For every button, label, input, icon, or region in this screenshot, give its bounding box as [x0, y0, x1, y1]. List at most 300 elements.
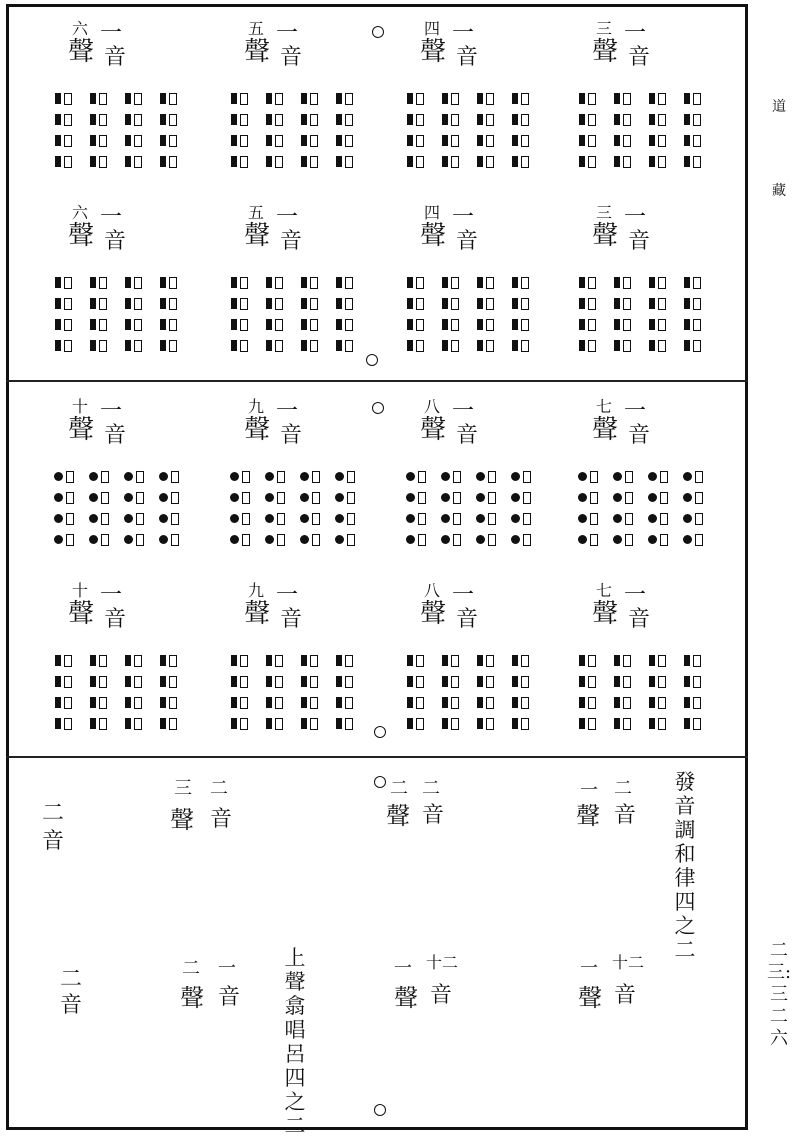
glyph-box: [486, 319, 494, 331]
glyph-box: [486, 676, 494, 688]
block-title-yi: 一: [100, 399, 123, 424]
glyph-box: [416, 114, 424, 126]
glyph-mark: [54, 535, 63, 544]
glyph-box: [660, 492, 668, 504]
bottom-block-8-num: 十二: [612, 953, 645, 972]
glyph-mark: [231, 676, 237, 687]
grid-cell: [46, 713, 81, 734]
glyph-mark: [683, 514, 692, 523]
block-title-sheng: 聲: [592, 221, 619, 251]
character-grid: [222, 88, 362, 172]
glyph-mark: [477, 676, 483, 687]
block-title-yin: 音: [104, 423, 127, 448]
glyph-mark: [336, 718, 342, 729]
glyph-box: [693, 93, 701, 105]
grid-cell: [222, 314, 257, 335]
glyph-mark: [407, 718, 413, 729]
glyph-mark: [301, 697, 307, 708]
block-title-yin: 音: [280, 423, 303, 448]
glyph-box: [623, 319, 631, 331]
glyph-mark: [511, 535, 520, 544]
grid-cell: [46, 508, 81, 529]
glyph-mark: [649, 340, 655, 351]
glyph-box: [521, 697, 529, 709]
glyph-box: [488, 513, 496, 525]
grid-cell: [675, 487, 710, 508]
grid-cell: [116, 713, 151, 734]
grid-cell: [503, 713, 538, 734]
block-title-yin: 音: [456, 607, 479, 632]
glyph-mark: [54, 472, 63, 481]
grid-cell: [257, 692, 292, 713]
glyph-box: [658, 340, 666, 352]
grid-cell: [81, 508, 116, 529]
grid-cell: [81, 671, 116, 692]
block-title-yi: 一: [624, 399, 647, 424]
grid-cell: [503, 335, 538, 356]
glyph-box: [486, 135, 494, 147]
glyph-mark: [159, 514, 168, 523]
glyph-box: [169, 114, 177, 126]
block-title-num: 九: [248, 397, 265, 416]
glyph-mark: [124, 493, 133, 502]
grid-cell: [433, 293, 468, 314]
grid-cell: [222, 692, 257, 713]
block-title-sheng: 聲: [244, 415, 271, 445]
glyph-mark: [649, 676, 655, 687]
block-title-sheng: 聲: [420, 221, 447, 251]
glyph-mark: [336, 340, 342, 351]
glyph-mark: [231, 697, 237, 708]
grid-cell: [468, 151, 503, 172]
glyph-box: [418, 534, 426, 546]
glyph-mark: [90, 340, 96, 351]
glyph-box: [136, 471, 144, 483]
glyph-box: [451, 277, 459, 289]
glyph-mark: [90, 319, 96, 330]
grid-cell: [640, 529, 675, 550]
grid-cell: [292, 88, 327, 109]
glyph-box: [99, 298, 107, 310]
block-title: [552, 16, 727, 80]
glyph-mark: [301, 114, 307, 125]
glyph-box: [310, 156, 318, 168]
bottom-block-1-yin: 音: [42, 829, 65, 854]
glyph-mark: [55, 114, 61, 125]
grid-cell: [640, 671, 675, 692]
block-13: [28, 578, 203, 748]
glyph-box: [588, 340, 596, 352]
side-caption-zang: 藏: [772, 183, 786, 199]
glyph-box: [345, 298, 353, 310]
glyph-box: [451, 697, 459, 709]
grid-cell: [81, 487, 116, 508]
glyph-box: [66, 534, 74, 546]
grid-cell: [327, 109, 362, 130]
glyph-box: [171, 513, 179, 525]
glyph-mark: [477, 718, 483, 729]
glyph-box: [312, 513, 320, 525]
glyph-mark: [301, 156, 307, 167]
grid-cell: [433, 671, 468, 692]
block-title-yin: 音: [456, 423, 479, 448]
grid-cell: [675, 335, 710, 356]
grid-cell: [468, 109, 503, 130]
block-3: [380, 16, 555, 186]
glyph-box: [451, 718, 459, 730]
glyph-mark: [442, 697, 448, 708]
glyph-box: [345, 718, 353, 730]
bottom-block-2-yi: 二: [210, 778, 228, 799]
glyph-box: [171, 471, 179, 483]
grid-cell: [151, 713, 186, 734]
glyph-mark: [649, 298, 655, 309]
bottom-block-1-sheng: 二: [42, 801, 65, 826]
grid-cell: [503, 109, 538, 130]
glyph-box: [451, 319, 459, 331]
glyph-box: [134, 135, 142, 147]
block-title-yi: 一: [452, 399, 475, 424]
glyph-mark: [124, 535, 133, 544]
grid-cell: [605, 293, 640, 314]
glyph-box: [347, 534, 355, 546]
grid-cell: [292, 272, 327, 293]
glyph-box: [101, 534, 109, 546]
bottom-block-7: [390, 950, 565, 1120]
glyph-mark: [683, 472, 692, 481]
glyph-box: [169, 135, 177, 147]
block-8: [552, 200, 727, 370]
glyph-mark: [613, 493, 622, 502]
block-title-yi: 一: [624, 21, 647, 46]
grid-cell: [640, 151, 675, 172]
glyph-mark: [406, 535, 415, 544]
glyph-mark: [266, 93, 272, 104]
glyph-mark: [300, 535, 309, 544]
grid-cell: [81, 272, 116, 293]
glyph-box: [275, 114, 283, 126]
glyph-mark: [231, 277, 237, 288]
glyph-mark: [442, 156, 448, 167]
block-title: [204, 16, 379, 80]
glyph-mark: [579, 114, 585, 125]
glyph-mark: [477, 319, 483, 330]
glyph-mark: [684, 156, 690, 167]
glyph-box: [486, 340, 494, 352]
grid-cell: [503, 314, 538, 335]
glyph-box: [623, 676, 631, 688]
glyph-box: [345, 156, 353, 168]
glyph-mark: [407, 156, 413, 167]
grid-cell: [398, 314, 433, 335]
glyph-mark: [407, 340, 413, 351]
glyph-mark: [649, 156, 655, 167]
grid-cell: [151, 314, 186, 335]
grid-cell: [327, 692, 362, 713]
glyph-box: [171, 492, 179, 504]
glyph-box: [523, 534, 531, 546]
glyph-box: [240, 135, 248, 147]
glyph-mark: [683, 493, 692, 502]
grid-cell: [468, 650, 503, 671]
glyph-box: [134, 114, 142, 126]
glyph-box: [240, 156, 248, 168]
grid-cell: [327, 713, 362, 734]
glyph-mark: [613, 514, 622, 523]
glyph-mark: [231, 93, 237, 104]
block-title-yi: 一: [276, 21, 299, 46]
glyph-mark: [160, 135, 166, 146]
block-title-num: 三: [596, 19, 613, 38]
block-title: [28, 200, 203, 264]
glyph-box: [416, 340, 424, 352]
glyph-box: [134, 319, 142, 331]
block-title-yi: 一: [624, 205, 647, 230]
glyph-box: [658, 114, 666, 126]
bottom-block-3-yi: 二: [422, 778, 440, 799]
glyph-mark: [266, 277, 272, 288]
grid-cell: [116, 151, 151, 172]
grid-cell: [398, 109, 433, 130]
grid-cell: [433, 713, 468, 734]
glyph-box: [416, 319, 424, 331]
bottom-block-3-yin: 音: [422, 803, 445, 828]
glyph-mark: [512, 655, 518, 666]
grid-cell: [468, 508, 503, 529]
character-grid: [222, 466, 362, 550]
glyph-mark: [684, 93, 690, 104]
glyph-box: [64, 277, 72, 289]
glyph-mark: [512, 340, 518, 351]
glyph-mark: [336, 676, 342, 687]
grid-cell: [398, 88, 433, 109]
grid-cell: [292, 109, 327, 130]
glyph-mark: [160, 156, 166, 167]
grid-cell: [222, 713, 257, 734]
glyph-mark: [648, 472, 657, 481]
block-title-sheng: 聲: [244, 37, 271, 67]
glyph-box: [521, 93, 529, 105]
block-title-num: 五: [248, 203, 265, 222]
glyph-box: [64, 340, 72, 352]
glyph-mark: [614, 676, 620, 687]
vertical-heading-upper: 發音調和律四之二: [674, 770, 696, 962]
block-title-num: 七: [596, 397, 613, 416]
glyph-mark: [614, 298, 620, 309]
glyph-box: [99, 676, 107, 688]
glyph-mark: [89, 514, 98, 523]
glyph-mark: [55, 277, 61, 288]
glyph-mark: [512, 277, 518, 288]
glyph-box: [521, 156, 529, 168]
glyph-mark: [125, 298, 131, 309]
glyph-mark: [125, 277, 131, 288]
grid-cell: [46, 650, 81, 671]
grid-cell: [503, 151, 538, 172]
glyph-box: [418, 513, 426, 525]
glyph-box: [240, 697, 248, 709]
character-grid: [46, 88, 186, 172]
glyph-mark: [512, 319, 518, 330]
glyph-mark: [512, 135, 518, 146]
block-title-sheng: 聲: [592, 599, 619, 629]
bottom-block-3-num: 二: [390, 778, 408, 799]
glyph-box: [169, 340, 177, 352]
bottom-block-6-num: 二: [182, 958, 200, 979]
glyph-mark: [55, 655, 61, 666]
grid-cell: [81, 713, 116, 734]
glyph-box: [275, 298, 283, 310]
glyph-box: [588, 319, 596, 331]
grid-cell: [327, 650, 362, 671]
character-grid: [398, 272, 538, 356]
glyph-mark: [579, 340, 585, 351]
glyph-mark: [441, 472, 450, 481]
glyph-mark: [300, 514, 309, 523]
glyph-mark: [159, 535, 168, 544]
glyph-mark: [266, 298, 272, 309]
glyph-mark: [406, 493, 415, 502]
grid-cell: [570, 109, 605, 130]
glyph-box: [625, 471, 633, 483]
glyph-box: [486, 156, 494, 168]
block-title-num: 四: [424, 19, 441, 38]
block-title-sheng: 聲: [68, 599, 95, 629]
grid-cell: [151, 293, 186, 314]
glyph-mark: [159, 493, 168, 502]
glyph-box: [623, 718, 631, 730]
character-grid: [398, 466, 538, 550]
bottom-block-6-yi: 一: [218, 958, 236, 979]
glyph-box: [169, 718, 177, 730]
grid-cell: [605, 650, 640, 671]
glyph-mark: [579, 135, 585, 146]
glyph-box: [310, 135, 318, 147]
glyph-mark: [579, 93, 585, 104]
glyph-mark: [579, 676, 585, 687]
grid-cell: [503, 529, 538, 550]
block-16: [552, 578, 727, 748]
glyph-mark: [579, 277, 585, 288]
glyph-mark: [579, 718, 585, 729]
block-title: [552, 578, 727, 642]
glyph-mark: [230, 535, 239, 544]
block-title-yi: 一: [276, 583, 299, 608]
block-title-num: 十: [72, 397, 89, 416]
grid-cell: [151, 109, 186, 130]
glyph-mark: [684, 655, 690, 666]
grid-cell: [151, 272, 186, 293]
glyph-box: [451, 114, 459, 126]
side-caption-dao: 道: [772, 99, 786, 115]
glyph-mark: [614, 93, 620, 104]
glyph-mark: [579, 298, 585, 309]
glyph-mark: [407, 319, 413, 330]
block-9: [28, 394, 203, 564]
grid-cell: [327, 130, 362, 151]
glyph-mark: [336, 156, 342, 167]
grid-cell: [570, 314, 605, 335]
glyph-mark: [684, 676, 690, 687]
grid-cell: [81, 529, 116, 550]
glyph-mark: [578, 472, 587, 481]
grid-cell: [398, 130, 433, 151]
glyph-box: [310, 319, 318, 331]
glyph-box: [169, 697, 177, 709]
glyph-mark: [230, 514, 239, 523]
grid-cell: [292, 293, 327, 314]
glyph-mark: [649, 135, 655, 146]
glyph-mark: [300, 472, 309, 481]
block-title-yin: 音: [280, 45, 303, 70]
grid-cell: [81, 692, 116, 713]
block-title-sheng: 聲: [244, 599, 271, 629]
grid-cell: [605, 466, 640, 487]
grid-cell: [640, 130, 675, 151]
bottom-block-8-yi: 一: [580, 958, 598, 979]
grid-cell: [81, 151, 116, 172]
grid-cell: [398, 529, 433, 550]
glyph-box: [625, 492, 633, 504]
bottom-block-8-yin: 音: [614, 983, 637, 1008]
character-grid: [46, 466, 186, 550]
grid-cell: [81, 293, 116, 314]
glyph-mark: [684, 697, 690, 708]
glyph-mark: [89, 472, 98, 481]
glyph-mark: [125, 676, 131, 687]
glyph-box: [134, 340, 142, 352]
grid-cell: [46, 314, 81, 335]
grid-cell: [398, 692, 433, 713]
glyph-box: [693, 697, 701, 709]
grid-cell: [257, 88, 292, 109]
grid-cell: [116, 314, 151, 335]
glyph-box: [451, 298, 459, 310]
glyph-mark: [266, 114, 272, 125]
glyph-box: [588, 655, 596, 667]
glyph-box: [240, 93, 248, 105]
glyph-mark: [90, 298, 96, 309]
grid-cell: [116, 650, 151, 671]
glyph-box: [416, 718, 424, 730]
glyph-box: [693, 655, 701, 667]
glyph-box: [521, 277, 529, 289]
glyph-box: [242, 492, 250, 504]
glyph-mark: [683, 535, 692, 544]
bottom-block-8: [574, 950, 749, 1120]
grid-cell: [257, 272, 292, 293]
glyph-mark: [301, 135, 307, 146]
glyph-box: [310, 676, 318, 688]
glyph-box: [523, 513, 531, 525]
glyph-box: [347, 513, 355, 525]
grid-cell: [605, 272, 640, 293]
divider-line-1: [6, 380, 748, 382]
grid-cell: [640, 272, 675, 293]
bottom-block-6-sheng: 聲: [180, 984, 204, 1012]
glyph-box: [240, 718, 248, 730]
glyph-box: [347, 492, 355, 504]
glyph-box: [486, 697, 494, 709]
glyph-box: [312, 534, 320, 546]
grid-cell: [116, 487, 151, 508]
glyph-mark: [684, 319, 690, 330]
grid-cell: [327, 487, 362, 508]
grid-cell: [327, 88, 362, 109]
glyph-box: [451, 156, 459, 168]
grid-cell: [675, 109, 710, 130]
glyph-mark: [125, 655, 131, 666]
